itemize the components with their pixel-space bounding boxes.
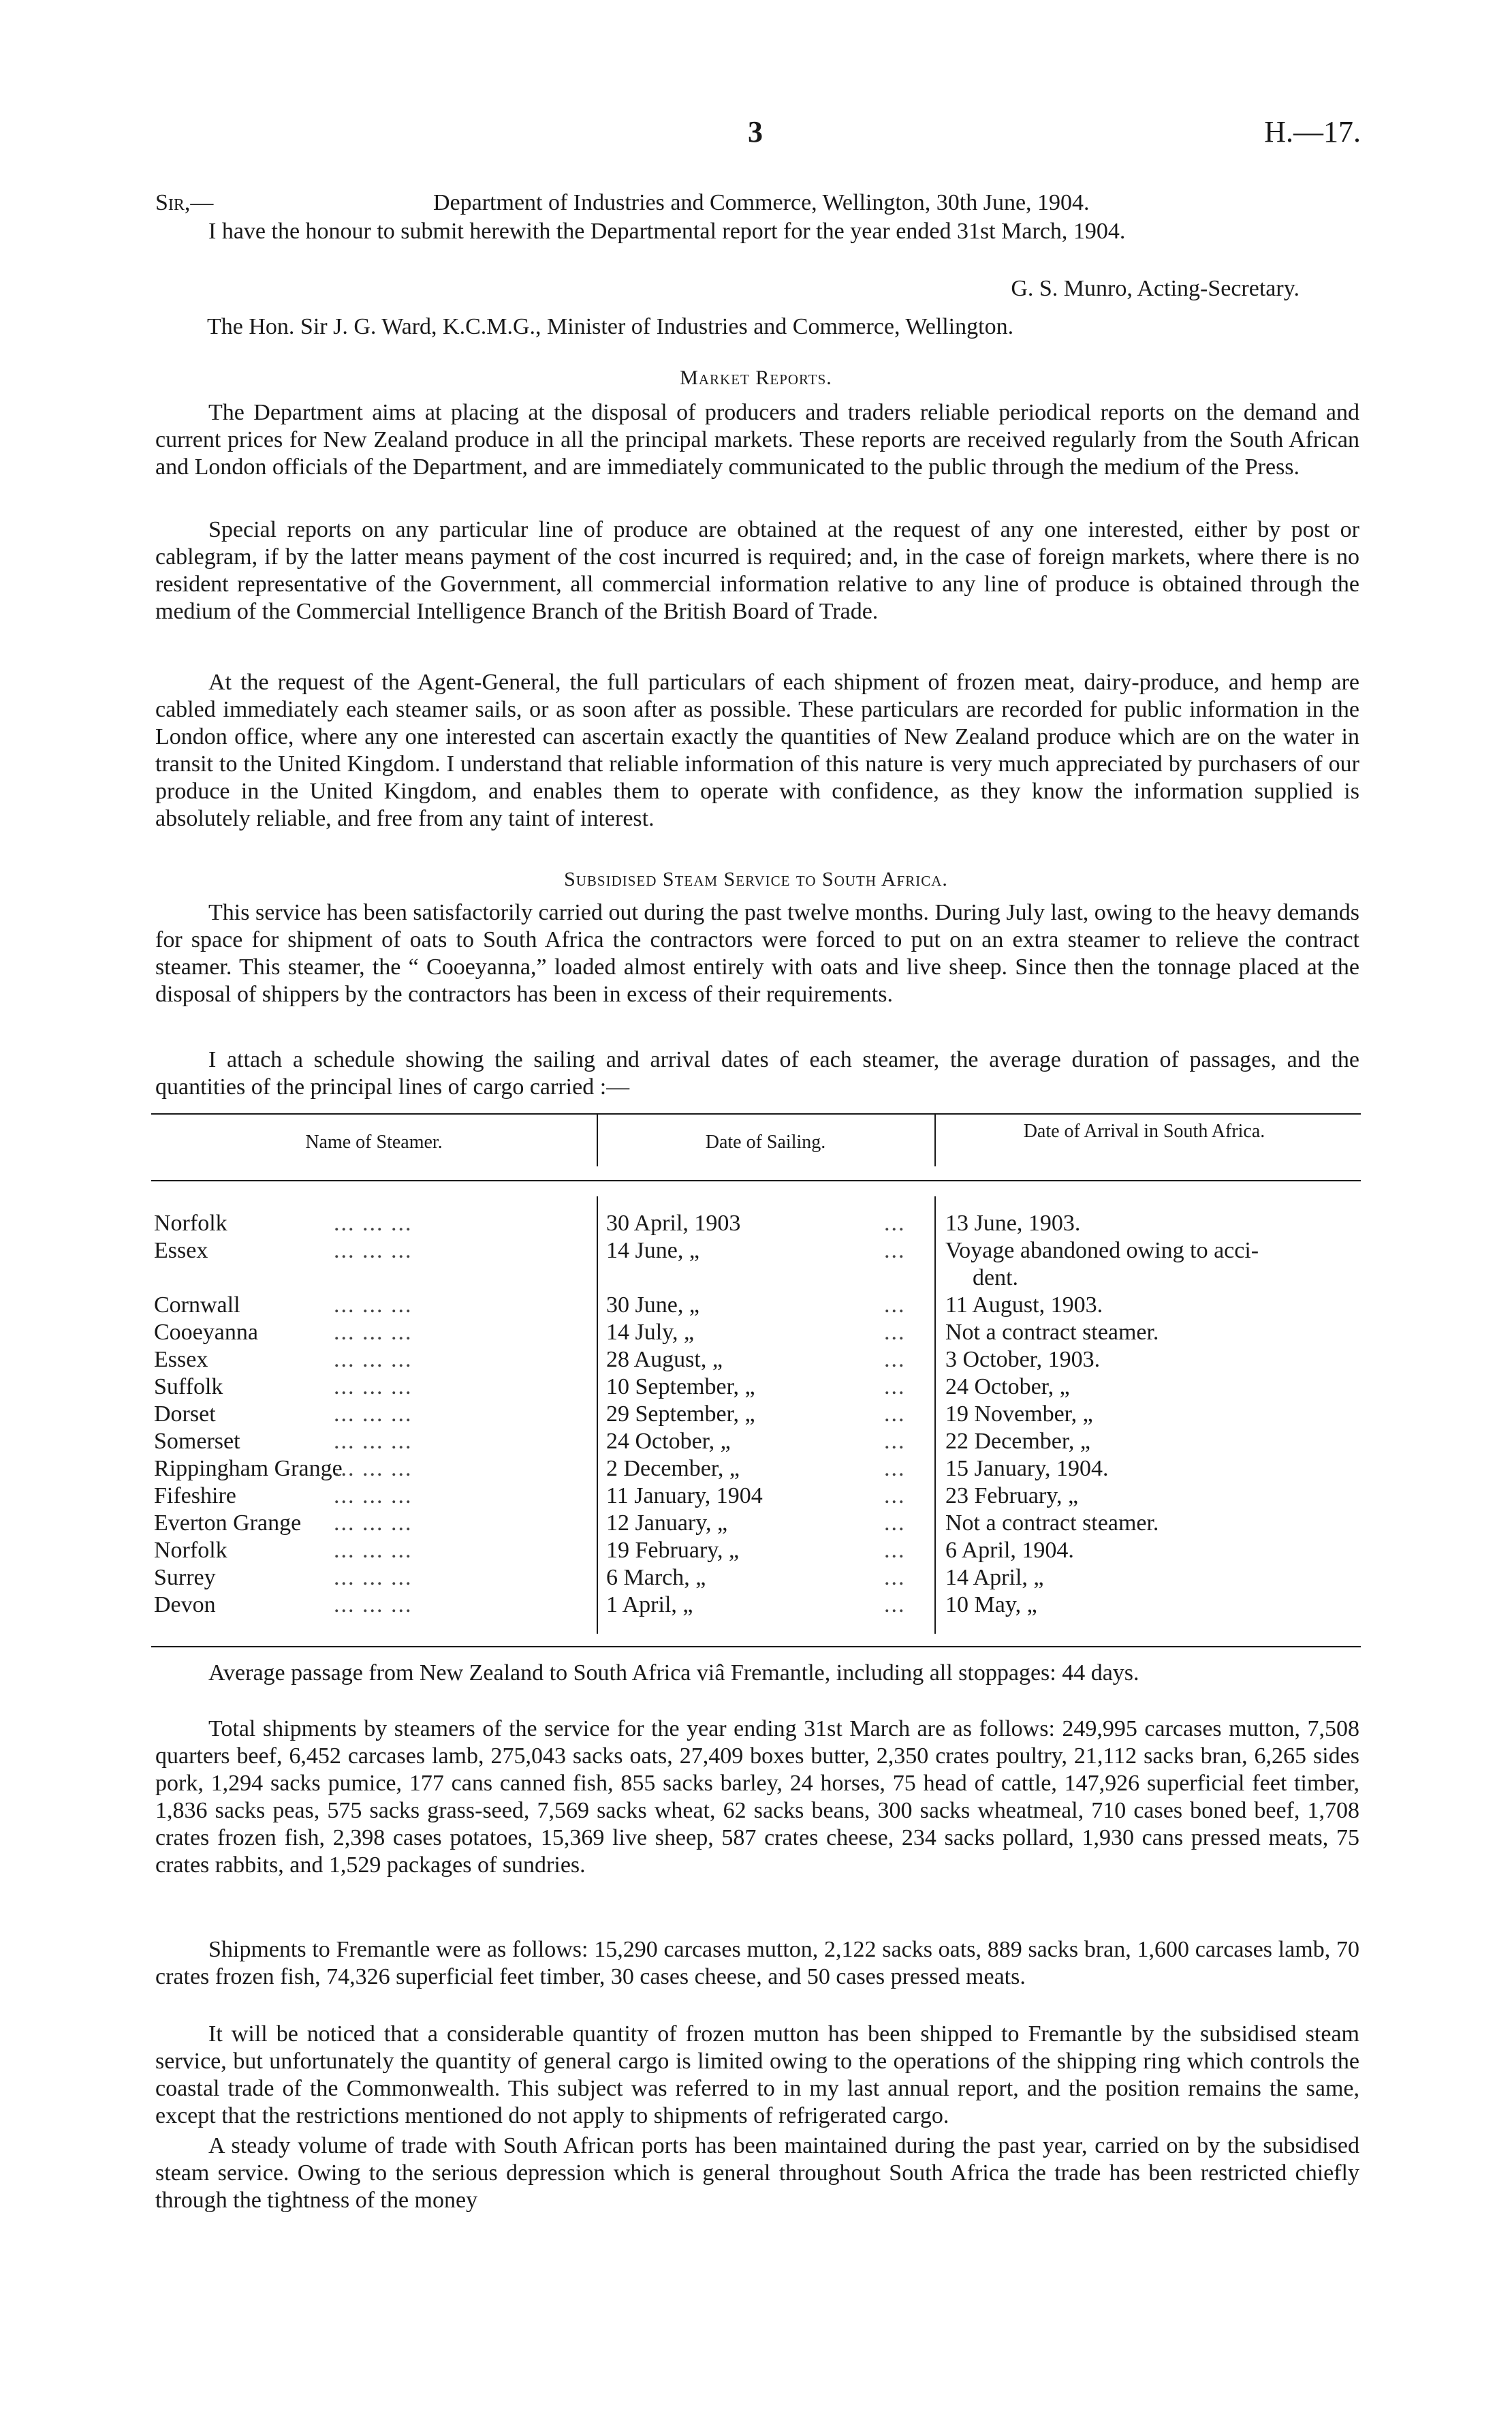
table-row xyxy=(0,1482,1512,1510)
arrival-date: 11 August, 1903. xyxy=(945,1292,1103,1318)
steam-para-1: This service has been satisfactorily carried out during the past twelve months. During July last, owing to the heavy demands for space for shipment of oats to South Africa the contractors were forced to put on an extra steamer to relieve the contract steamer. This steamer, the “ Cooeyanna,” loaded almost entirely with oats and live sheep. Since then the tonnage placed at the disposal of shippers by the contractors has been in excess of their requirements. xyxy=(155,900,1359,1007)
leader-dots: ... xyxy=(884,1429,906,1454)
leader-dots: ... xyxy=(884,1320,906,1345)
steamer-name: Cornwall xyxy=(154,1292,240,1318)
leader-dots: ... ... ... xyxy=(334,1538,413,1563)
col-header-steamer: Name of Steamer. xyxy=(305,1132,443,1153)
arrival-date: 13 June, 1903. xyxy=(945,1211,1081,1236)
steam-service-heading: Subsidised Steam Service to South Africa. xyxy=(564,868,948,890)
sailing-date: 11 January, 1904 xyxy=(606,1483,763,1508)
col-header-arrival: Date of Arrival in South Africa. xyxy=(1023,1121,1265,1142)
leader-dots: ... xyxy=(884,1401,906,1427)
leader-dots: ... xyxy=(884,1483,906,1508)
table-top-rule xyxy=(151,1113,1361,1115)
steamer-name: Somerset xyxy=(154,1429,240,1454)
market-para-1: The Department aims at placing at the disposal of producers and traders reliable periodical reports on the demand and current prices for New Zealand produce in all the principal markets. These reports are received regularly from the South African and London officials of the Department, and are immediately communicated to the public through the medium of the Press. xyxy=(155,400,1359,480)
table-header-rule xyxy=(151,1180,1361,1181)
sailing-date: 14 July, „ xyxy=(606,1320,695,1345)
table-row xyxy=(0,1592,1512,1619)
sailing-date: 2 December, „ xyxy=(606,1456,740,1481)
page-number: 3 xyxy=(748,115,763,149)
leader-dots: ... ... ... xyxy=(334,1401,413,1427)
steamer-name: Dorset xyxy=(154,1401,216,1427)
sailing-date: 30 April, 1903 xyxy=(606,1211,741,1236)
south-african-trade-para: A steady volume of trade with South African ports has been maintained during the past year, carried on by the subsidised steam service. Owing to the serious depression which is general throughout South Africa the trade has been restricted chiefly through the tightness of the money xyxy=(155,2133,1359,2213)
total-shipments-para: Total shipments by steamers of the service for the year ending 31st March are as follows: 249,995 carcases mutton, 7,508 quarters beef, 6,452 carcases lamb, 275,043 sacks oats, 27,409 boxes butter, 2,350 crates poultry, 21,112 sacks bran, 6,265 sides pork, 1,294 sacks pumice, 177 cans canned fish, 855 sacks barley, 24 horses, 75 head of cattle, 147,926 superficial feet timber, 1,836 sacks peas, 575 sacks grass-seed, 7,569 sacks wheat, 62 sacks beans, 300 sacks wheatmeal, 710 cases boned beef, 1,708 crates frozen fish, 2,398 cases potatoes, 15,369 live sheep, 587 crates cheese, 234 sacks pollard, 1,930 cans pressed meats, 75 crates rabbits, and 1,529 packages of sundries. xyxy=(155,1716,1359,1878)
steamer-name: Devon xyxy=(154,1592,216,1617)
steamer-name: Everton Grange xyxy=(154,1510,302,1536)
arrival-date: 15 January, 1904. xyxy=(945,1456,1109,1481)
leader-dots: ... ... ... xyxy=(334,1510,413,1536)
sailing-date: 12 January, „ xyxy=(606,1510,728,1536)
leader-dots: ... ... ... xyxy=(334,1292,413,1318)
leader-dots: ... ... ... xyxy=(334,1238,413,1263)
leader-dots: ... ... ... xyxy=(334,1347,413,1372)
leader-dots: ... ... ... xyxy=(334,1320,413,1345)
arrival-date: 6 April, 1904. xyxy=(945,1538,1074,1563)
table-row xyxy=(0,1237,1512,1264)
addressee: The Hon. Sir J. G. Ward, K.C.M.G., Minister of Industries and Commerce, Wellington. xyxy=(207,314,1014,339)
table-row xyxy=(0,1373,1512,1401)
sailing-date: 14 June, „ xyxy=(606,1238,699,1263)
signatory: G. S. Munro, Acting-Secretary. xyxy=(1011,276,1300,301)
steamer-name: Norfolk xyxy=(154,1211,227,1236)
table-row xyxy=(0,1510,1512,1537)
leader-dots: ... xyxy=(884,1374,906,1399)
steamer-name: Essex xyxy=(154,1347,208,1372)
arrival-date: 3 October, 1903. xyxy=(945,1347,1101,1372)
leader-dots: ... xyxy=(884,1565,906,1590)
table-row xyxy=(0,1292,1512,1319)
table-col-divider-2 xyxy=(934,1113,936,1166)
arrival-date: Not a contract steamer. xyxy=(945,1510,1159,1536)
sailing-date: 24 October, „ xyxy=(606,1429,731,1454)
arrival-date: 23 February, „ xyxy=(945,1483,1079,1508)
sailing-date: 1 April, „ xyxy=(606,1592,693,1617)
leader-dots: ... xyxy=(884,1347,906,1372)
table-row xyxy=(0,1346,1512,1373)
table-row xyxy=(0,1428,1512,1455)
arrival-date-continuation: dent. xyxy=(973,1265,1019,1290)
steamer-name: Essex xyxy=(154,1238,208,1263)
fremantle-shipments-para: Shipments to Fremantle were as follows: 15,290 carcases mutton, 2,122 sacks oats, 889 sacks bran, 1,600 carcases lamb, 70 crates frozen fish, 74,326 superficial feet timber, 30 cases cheese, and 50 cases pressed meats. xyxy=(155,1937,1359,1989)
table-row-continuation xyxy=(0,1264,1512,1292)
arrival-date: 19 November, „ xyxy=(945,1401,1093,1427)
arrival-date: Voyage abandoned owing to acci- xyxy=(945,1238,1259,1263)
arrival-date: 22 December, „ xyxy=(945,1429,1090,1454)
table-row xyxy=(0,1537,1512,1564)
salutation: Sir,— xyxy=(155,190,214,215)
arrival-date: 14 April, „ xyxy=(945,1565,1044,1590)
steamer-name: Suffolk xyxy=(154,1374,223,1399)
arrival-date: 10 May, „ xyxy=(945,1592,1037,1617)
leader-dots: ... xyxy=(884,1538,906,1563)
dateline: Department of Industries and Commerce, Wellington, 30th June, 1904. xyxy=(433,190,1090,215)
table-row xyxy=(0,1401,1512,1428)
steamer-name: Cooeyanna xyxy=(154,1320,258,1345)
frozen-mutton-para: It will be noticed that a considerable quantity of frozen mutton has been shipped to Fremantle by the subsidised steam service, but unfortunately the quantity of general cargo is limited owing to the operations of the shipping ring which controls the coastal trade of the Commonwealth. This subject was referred to in my last annual report, and the position remains the same, except that the restrictions mentioned do not apply to shipments of refrigerated cargo. xyxy=(155,2021,1359,2128)
leader-dots: ... ... ... xyxy=(334,1429,413,1454)
leader-dots: ... ... ... xyxy=(334,1374,413,1399)
steamer-name: Surrey xyxy=(154,1565,216,1590)
market-para-2: Special reports on any particular line of produce are obtained at the request of any one interested, either by post or cablegram, if by the latter means payment of the cost incurred is required; and, in the case of foreign markets, where there is no resident representative of the Government, all commercial information relative to any line of produce is obtained through the medium of the Commercial Intelligence Branch of the British Board of Trade. xyxy=(155,517,1359,624)
table-row xyxy=(0,1455,1512,1482)
leader-dots: ... ... ... xyxy=(334,1456,413,1481)
steamer-name: Fifeshire xyxy=(154,1483,236,1508)
average-passage: Average passage from New Zealand to South Africa viâ Fremantle, including all stoppages: 44 days. xyxy=(208,1660,1139,1686)
sailing-date: 30 June, „ xyxy=(606,1292,699,1318)
leader-dots: ... xyxy=(884,1510,906,1536)
steamer-name: Rippingham Grange xyxy=(154,1456,343,1481)
table-bottom-rule xyxy=(151,1646,1361,1647)
sailing-date: 10 September, „ xyxy=(606,1374,755,1399)
leader-dots: ... xyxy=(884,1456,906,1481)
sailing-date: 19 February, „ xyxy=(606,1538,740,1563)
leader-dots: ... ... ... xyxy=(334,1565,413,1590)
leader-dots: ... xyxy=(884,1592,906,1617)
arrival-date: 24 October, „ xyxy=(945,1374,1070,1399)
leader-dots: ... xyxy=(884,1292,906,1318)
sailing-date: 29 September, „ xyxy=(606,1401,755,1427)
leader-dots: ... ... ... xyxy=(334,1483,413,1508)
market-para-3: At the request of the Agent-General, the full particulars of each shipment of frozen meat, dairy-produce, and hemp are cabled immediately each steamer sails, or as soon after as possible. These particulars are recorded for public information in the London office, where any one interested can ascertain exactly the quantities of New Zealand produce which are on the water in transit to the United Kingdom. I understand that reliable information of this nature is very much appreciated by purchasers of our produce in the United Kingdom, and enables them to operate with confidence, as they know the information supplied is absolutely reliable, and free from any taint of interest. xyxy=(155,670,1359,831)
table-row xyxy=(0,1210,1512,1237)
table-row xyxy=(0,1564,1512,1592)
leader-dots: ... xyxy=(884,1211,906,1236)
leader-dots: ... ... ... xyxy=(334,1211,413,1236)
letter-body: I have the honour to submit herewith the Departmental report for the year ended 31st March, 1904. xyxy=(208,219,1126,244)
market-reports-heading: Market Reports. xyxy=(680,367,832,389)
sailing-date: 28 August, „ xyxy=(606,1347,723,1372)
leader-dots: ... xyxy=(884,1238,906,1263)
arrival-date: Not a contract steamer. xyxy=(945,1320,1159,1345)
steamer-name: Norfolk xyxy=(154,1538,227,1563)
col-header-sailing: Date of Sailing. xyxy=(705,1132,826,1153)
steam-para-2: I attach a schedule showing the sailing and arrival dates of each steamer, the average duration of passages, and the quantities of the principal lines of cargo carried :— xyxy=(155,1047,1359,1100)
table-row xyxy=(0,1319,1512,1346)
leader-dots: ... ... ... xyxy=(334,1592,413,1617)
document-reference: H.—17. xyxy=(1264,115,1361,149)
sailing-date: 6 March, „ xyxy=(606,1565,706,1590)
